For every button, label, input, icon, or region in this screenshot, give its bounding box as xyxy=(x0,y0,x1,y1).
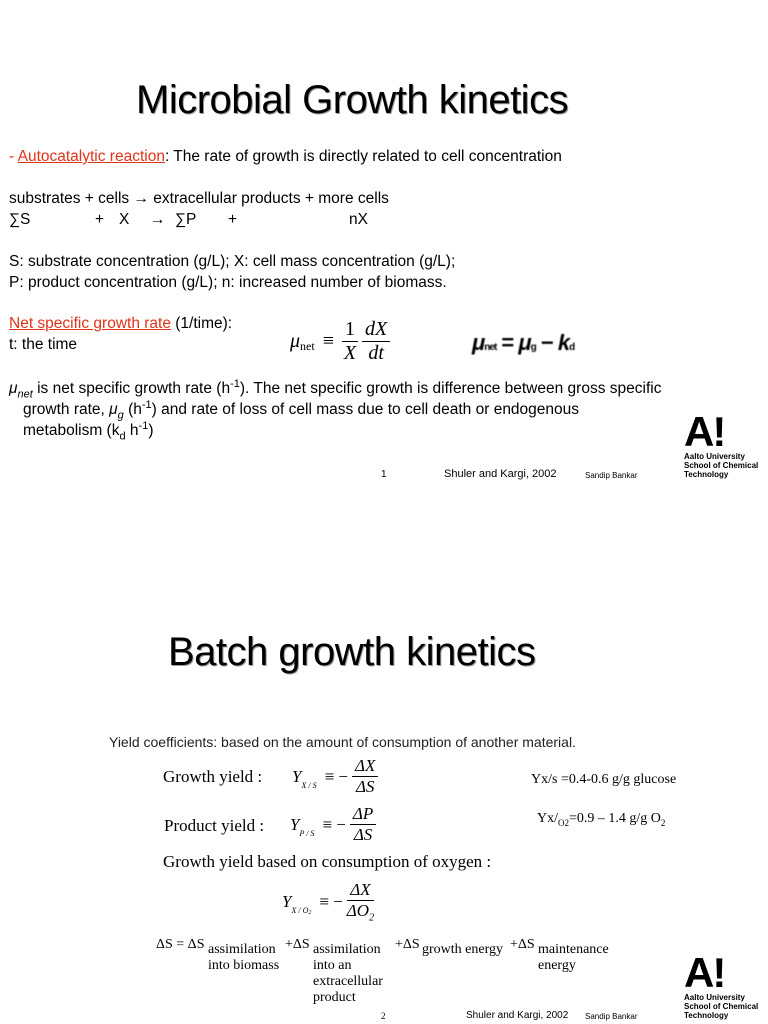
sym-plus-2: + xyxy=(228,211,238,228)
yxo-value xyxy=(537,811,665,828)
author-2: Sandip Bankar xyxy=(585,1012,638,1021)
slide-1-title: Microbial Growth kinetics xyxy=(136,78,569,122)
k-d-sub: d xyxy=(569,342,575,353)
equiv-minus-3: ≡ − xyxy=(319,891,343,911)
product-yield-eq xyxy=(290,804,376,845)
para2-text-c: ) and rate of loss of cell mass due to cell death or endogenous xyxy=(151,401,580,419)
page-number-2: 2 xyxy=(381,1011,386,1021)
definitions-line-2: P: product concentration (g/L); n: increased number of biomass. xyxy=(9,274,447,291)
sub-xo: X / O xyxy=(291,906,309,916)
numerator-dx: dX xyxy=(362,318,390,342)
mu-net-sub: net xyxy=(300,339,315,353)
balance-term-1: assimilation into biomass xyxy=(208,942,280,973)
para3-d-sub: d xyxy=(119,430,126,443)
balance-plus-2: +ΔS xyxy=(395,937,420,952)
yxo-sub: O2 xyxy=(558,817,569,828)
para-exp: -1 xyxy=(230,378,240,390)
reaction-words: substrates + cells → extracellular products + more cells xyxy=(9,190,389,207)
balance-term-3: growth energy xyxy=(422,942,503,957)
growth-yield-label: Growth yield : xyxy=(163,767,263,786)
para3-text-b: h xyxy=(125,422,139,440)
aalto-line-2: School of Chemical xyxy=(684,461,759,470)
sym-arrow: → xyxy=(150,211,166,228)
equals-sign: = xyxy=(501,330,514,355)
aalto-line-3: Technology xyxy=(684,470,729,479)
net-difference-equation xyxy=(472,330,574,356)
aalto-logo-1 xyxy=(684,408,759,479)
para2-text-a: growth rate, xyxy=(23,401,110,419)
net-growth-equation xyxy=(290,318,390,365)
para2-text-b: (h xyxy=(123,401,142,419)
slide-2-title: Batch growth kinetics xyxy=(168,630,536,674)
citation-1: Shuler and Kargi, 2002 xyxy=(444,468,557,480)
balance-term-4: maintenance energy xyxy=(538,942,609,973)
den-ds-2: ΔS xyxy=(353,825,373,844)
equiv-minus-1: ≡ − xyxy=(324,766,349,786)
aalto-logo-2 xyxy=(684,949,759,1020)
aalto-mark: A! xyxy=(684,408,725,455)
balance-plus-3: +ΔS xyxy=(510,937,535,952)
den-do2: $\Delta O_2$ xyxy=(346,901,375,924)
mu-symbol: μ xyxy=(290,330,301,352)
fraction-dx-do2 xyxy=(347,880,374,923)
oxygen-yield-label: Growth yield based on consumption of oxygen : xyxy=(163,852,492,871)
y-symbol-3: Y xyxy=(282,891,292,911)
sym-nx: nX xyxy=(349,211,368,228)
yxo-o2sub: 2 xyxy=(660,817,666,828)
fraction-dx-ds xyxy=(352,756,378,797)
explanation-line-1 xyxy=(9,378,661,400)
time-definition: t: the time xyxy=(9,336,78,353)
mu-g-sub: g xyxy=(530,342,536,353)
den-ds: ΔS xyxy=(355,777,375,796)
aalto-line-1b: Aalto University xyxy=(684,993,745,1002)
product-yield-label: Product yield : xyxy=(164,816,265,835)
num-dx: ΔX xyxy=(352,756,378,777)
minus-sign: − xyxy=(540,330,553,355)
para-mu: μ xyxy=(9,380,18,398)
fraction-dx-dt xyxy=(362,318,390,365)
author-1: Sandip Bankar xyxy=(585,471,638,480)
aalto-line-2b: School of Chemical xyxy=(684,1002,759,1011)
citation-2: Shuler and Kargi, 2002 xyxy=(466,1010,569,1021)
balance-term-2: assimilation into an extracellular product xyxy=(313,942,383,1005)
definitions-line-1: S: substrate concentration (g/L); X: cell mass concentration (g/L); xyxy=(9,253,456,270)
net-growth-unit: (1/time): xyxy=(170,315,233,332)
page-number-1: 1 xyxy=(381,469,387,480)
aalto-mark-2: A! xyxy=(684,949,725,996)
explanation-line-3: metabolism ($k_d$ $h^{-1}$) xyxy=(23,420,154,443)
y-symbol-2: Y xyxy=(290,814,300,834)
explanation-line-2 xyxy=(23,399,579,421)
aalto-line-3b: Technology xyxy=(684,1011,729,1020)
mu-net-symbol: μ xyxy=(472,330,485,355)
autocatalytic-line xyxy=(9,148,562,166)
mu-g-symbol: μ xyxy=(518,330,531,355)
yxo-a: Yx/ xyxy=(537,811,558,826)
num-dp: ΔP xyxy=(350,804,376,825)
k-symbol: k xyxy=(557,330,570,355)
equiv-sign: ≡ xyxy=(322,330,334,352)
fraction-1-over-x xyxy=(342,318,358,365)
mu-net-sub-2: net xyxy=(484,342,497,353)
sym-p: ∑P xyxy=(175,211,197,228)
yxo-b: =0.9 – 1.4 g/g O xyxy=(569,811,661,826)
growth-yield-eq xyxy=(292,756,378,797)
sub-xo2: 2 xyxy=(308,909,312,916)
para3-exp: -1 xyxy=(138,420,149,432)
net-growth-line xyxy=(9,315,232,333)
yield-intro: Yield coefficients: based on the amount of consumption of another material. xyxy=(109,734,576,750)
aalto-line-1: Aalto University xyxy=(684,452,745,461)
fraction-dp-ds xyxy=(350,804,376,845)
para2-mu: μ xyxy=(109,401,118,419)
yxs-value: Yx/s =0.4-0.6 g/g glucose xyxy=(531,772,677,787)
net-growth-term: Net specific growth rate xyxy=(9,315,171,332)
autocatalytic-desc: : The rate of growth is directly related to cell concentration xyxy=(164,148,562,165)
balance-lhs: ΔS = ΔS xyxy=(156,937,205,952)
sym-x: X xyxy=(119,211,130,228)
sub-xs: X / S xyxy=(301,781,317,790)
sym-plus-1: + xyxy=(95,211,105,228)
autocatalytic-term: Autocatalytic reaction xyxy=(17,148,165,165)
dash: - xyxy=(9,148,18,165)
sym-s: ∑S xyxy=(9,211,31,228)
denominator-x: X xyxy=(343,342,357,364)
equiv-minus-2: ≡ − xyxy=(322,814,346,834)
para-text-b: ). The net specific growth is difference between gross specific xyxy=(239,380,662,398)
para2-exp: -1 xyxy=(141,399,152,411)
para-text-a: is net specific growth rate (h xyxy=(32,380,231,398)
numerator-1: 1 xyxy=(342,318,358,342)
sub-ps: P / S xyxy=(299,829,315,838)
oxygen-yield-eq xyxy=(282,880,374,923)
denominator-dt: dt xyxy=(368,342,384,364)
y-symbol: Y xyxy=(292,766,302,786)
para2-g-sub: g xyxy=(117,409,124,422)
balance-plus-1: +ΔS xyxy=(285,937,310,952)
para3-text-a: metabolism (k xyxy=(23,422,120,440)
para-net-sub: net xyxy=(17,388,33,401)
num-dx-3: ΔX xyxy=(347,880,373,901)
